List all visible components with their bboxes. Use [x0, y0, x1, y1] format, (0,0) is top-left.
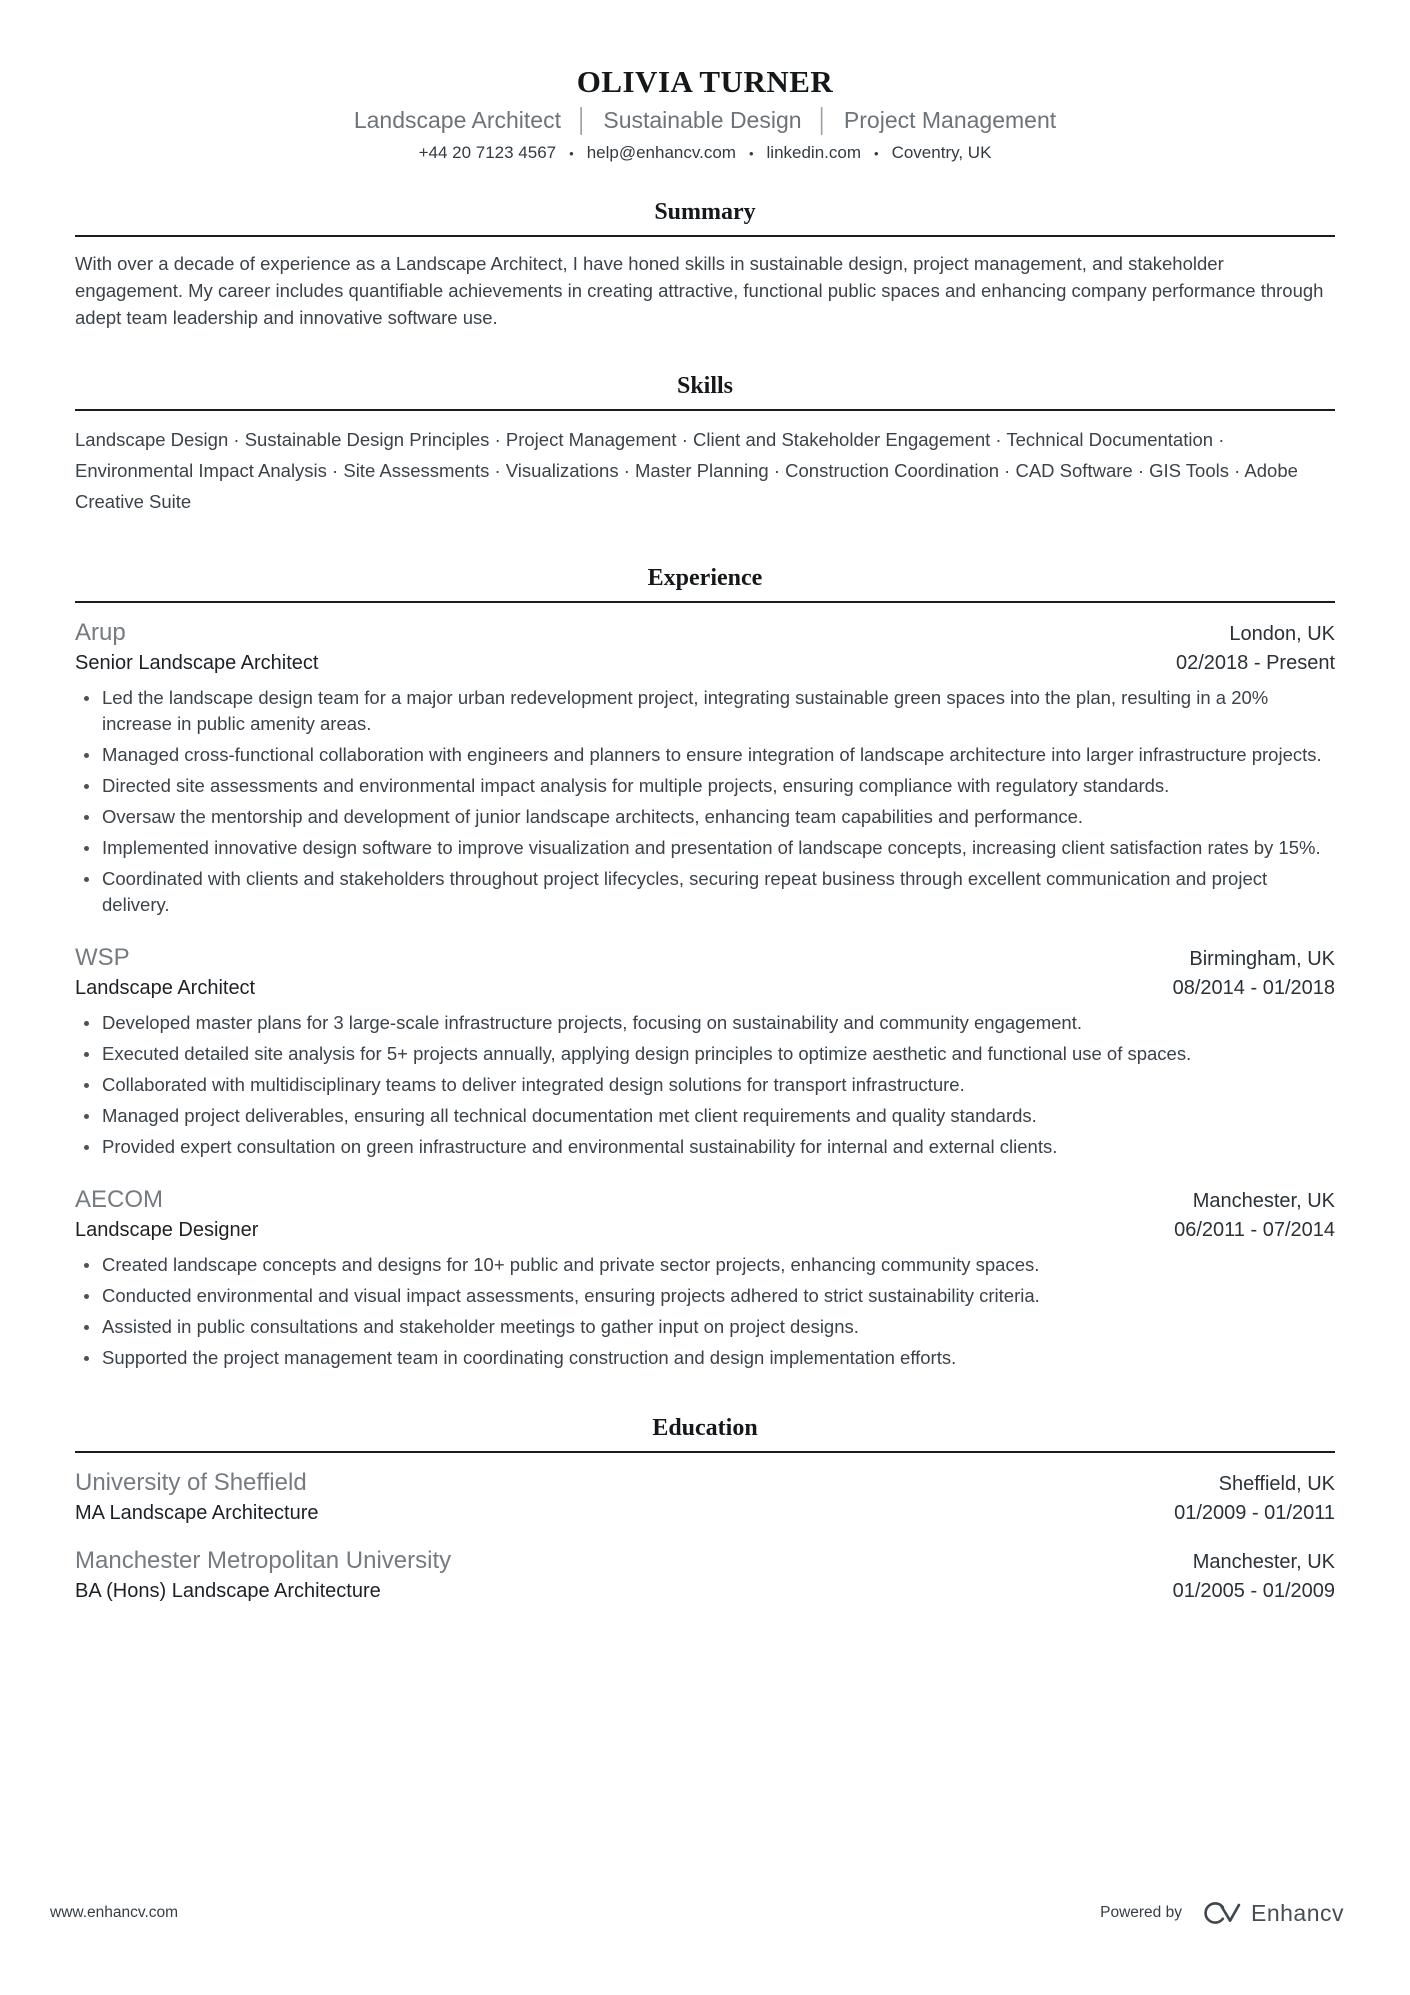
bullet-item: Collaborated with multidisciplinary teams to deliver integrated design solutions for transport infrastructure.: [75, 1072, 1335, 1098]
skills-heading: Skills: [75, 373, 1335, 411]
resume-header: [75, 64, 1335, 163]
website-link[interactable]: www.enhancv.com: [50, 1904, 179, 1921]
contact-line: [75, 143, 1335, 163]
bullet-item: Conducted environmental and visual impact assessments, ensuring projects adhered to strict sustainability criteria.: [75, 1283, 1335, 1309]
candidate-name: OLIVIA TURNER: [576, 64, 834, 99]
job-title: Landscape Designer: [75, 1219, 259, 1241]
bullet-item: Implemented innovative design software to improve visualization and presentation of landscape concepts, increasing client satisfaction rates by 15%.: [75, 835, 1335, 861]
education-section: [75, 1415, 1335, 1603]
enhancv-brand[interactable]: [1196, 1897, 1344, 1929]
company-location: Birmingham, UK: [1189, 948, 1335, 970]
degree-dates: 01/2005 - 01/2009: [1172, 1580, 1335, 1602]
bullet-item: Assisted in public consultations and stakeholder meetings to gather input on project designs.: [75, 1314, 1335, 1340]
powered-by-group: [1100, 1897, 1344, 1929]
location-text: • Coventry, UK: [861, 143, 991, 162]
school-name: Manchester Metropolitan University: [75, 1547, 452, 1574]
page-footer: [50, 1897, 1344, 1929]
company-name: AECOM: [75, 1186, 164, 1213]
email-link[interactable]: • help@enhancv.com: [556, 143, 736, 162]
degree-name: BA (Hons) Landscape Architecture: [75, 1580, 381, 1602]
company-name: WSP: [75, 944, 130, 971]
bullet-item: Created landscape concepts and designs for 10+ public and private sector projects, enhancing community spaces.: [75, 1252, 1335, 1278]
summary-section: [75, 199, 1335, 331]
skills-section: [75, 373, 1335, 517]
enhancv-logo-icon: [1196, 1897, 1242, 1929]
bullet-item: Directed site assessments and environmental impact analysis for multiple projects, ensuring compliance with regulatory standards.: [75, 773, 1335, 799]
bullet-item: Managed cross-functional collaboration with engineers and planners to ensure integration of landscape architecture into larger infrastructure projects.: [75, 742, 1335, 768]
bullet-item: Provided expert consultation on green infrastructure and environmental sustainability for internal and external clients.: [75, 1134, 1335, 1160]
bullet-item: Developed master plans for 3 large-scale infrastructure projects, focusing on sustainability and community engagement.: [75, 1010, 1335, 1036]
bullet-item: Supported the project management team in coordinating construction and design implementation efforts.: [75, 1345, 1335, 1371]
experience-heading: Experience: [75, 565, 1335, 603]
degree-name: MA Landscape Architecture: [75, 1502, 319, 1524]
linkedin-link[interactable]: • linkedin.com: [736, 143, 861, 162]
summary-text: With over a decade of experience as a Landscape Architect, I have honed skills in sustainable design, project management, and stakeholder engagement. My career includes quantifiable achievements in creating attractive, functional public spaces and enhancing company performance through adept team leadership and innovative software use.: [75, 253, 1324, 328]
summary-heading: Summary: [75, 199, 1335, 237]
phone-number: +44 20 7123 4567: [418, 143, 557, 162]
school-location: Sheffield, UK: [1218, 1473, 1335, 1495]
bullet-item: Managed project deliverables, ensuring all technical documentation met client requirements and quality standards.: [75, 1103, 1335, 1129]
candidate-titles: [75, 107, 1335, 134]
job-title: Landscape Architect: [75, 977, 256, 999]
bullet-item: Executed detailed site analysis for 5+ projects annually, applying design principles to optimize aesthetic and functional use of spaces.: [75, 1041, 1335, 1067]
degree-dates: 01/2009 - 01/2011: [1174, 1502, 1335, 1524]
job-title: Senior Landscape Architect: [75, 652, 319, 674]
job-bullets: [75, 1010, 1335, 1160]
experience-entry-arup: [75, 619, 1335, 918]
bullet-item: Oversaw the mentorship and development of junior landscape architects, enhancing team capabilities and performance.: [75, 804, 1335, 830]
experience-entry-wsp: [75, 944, 1335, 1160]
company-location: London, UK: [1229, 623, 1335, 645]
bullet-item: Led the landscape design team for a major urban redevelopment project, integrating sustainable green spaces into the plan, resulting in a 20% increase in public amenity areas.: [75, 685, 1335, 737]
education-heading: Education: [75, 1415, 1335, 1453]
education-entry-sheffield: [75, 1469, 1335, 1525]
job-dates: 02/2018 - Present: [1176, 652, 1335, 674]
experience-section: [75, 565, 1335, 1371]
job-dates: 08/2014 - 01/2018: [1172, 977, 1335, 999]
title-project-management: │ Project Management: [802, 107, 1057, 133]
job-bullets: [75, 685, 1335, 918]
experience-entry-aecom: [75, 1186, 1335, 1371]
education-entry-mmu: [75, 1547, 1335, 1603]
job-dates: 06/2011 - 07/2014: [1174, 1219, 1335, 1241]
skills-list: Landscape Design · Sustainable Design Principles · Project Management · Client and Stakeholder Engagement · Technical Documentation · Environmental Impact Analysis · Site Assessments · Visualizations · Master Planning · Construction Coordination · CAD Software · GIS Tools · Adobe Creative Suite: [75, 429, 1298, 512]
title-landscape-architect: Landscape Architect: [353, 107, 561, 133]
title-sustainable-design: │ Sustainable Design: [561, 107, 802, 133]
company-location: Manchester, UK: [1192, 1190, 1335, 1212]
bullet-item: Coordinated with clients and stakeholders throughout project lifecycles, securing repeat business through excellent communication and project delivery.: [75, 866, 1335, 918]
powered-by-label: Powered by: [1100, 1904, 1182, 1921]
school-name: University of Sheffield: [75, 1469, 307, 1496]
enhancv-brand-name: Enhancv: [1250, 1899, 1344, 1926]
job-bullets: [75, 1252, 1335, 1371]
school-location: Manchester, UK: [1192, 1551, 1335, 1573]
company-name: Arup: [75, 619, 126, 646]
